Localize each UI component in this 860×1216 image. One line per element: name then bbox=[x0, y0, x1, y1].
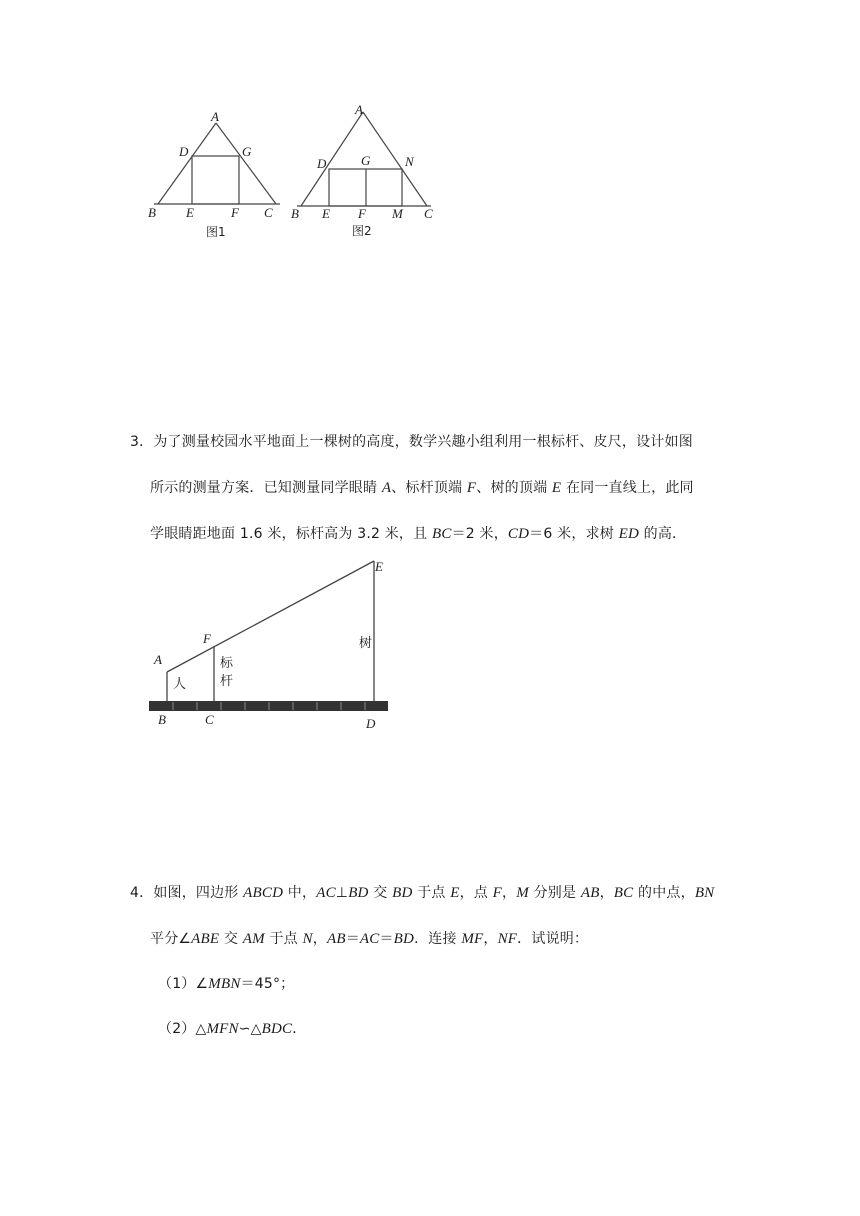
p3-text: 的高． bbox=[639, 526, 687, 542]
fig2-label-n: N bbox=[405, 154, 414, 169]
p3fig-pole-label-2: 杆 bbox=[220, 674, 234, 689]
p4-text: ， bbox=[599, 885, 614, 901]
p3fig-person-label: 人 bbox=[173, 677, 187, 692]
p4-text: 的中点， bbox=[633, 885, 695, 901]
p3fig-label-f: F bbox=[203, 631, 211, 646]
p4-text: ．试说明： bbox=[517, 931, 589, 947]
p3-text: ＝6 米，求树 bbox=[529, 526, 619, 542]
p4-var: MBN bbox=[208, 976, 241, 992]
p4-var: AC bbox=[316, 885, 336, 901]
p3-var-ed: ED bbox=[618, 526, 639, 542]
p4-text: 交 bbox=[219, 931, 243, 947]
fig1-caption: 图1 bbox=[206, 225, 226, 239]
p4-var: BDC bbox=[261, 1021, 293, 1037]
sight-line-afe bbox=[167, 561, 374, 672]
fig1-label-c: C bbox=[264, 205, 273, 220]
problem-3-line-3 bbox=[150, 524, 686, 544]
p4-var: MFN bbox=[206, 1021, 239, 1037]
fig1-square-defg bbox=[192, 156, 239, 204]
fig2-label-b: B bbox=[291, 206, 299, 221]
p3-text: 、标杆顶端 bbox=[391, 480, 467, 496]
p4-text: ∽△ bbox=[238, 1021, 262, 1037]
p4-var: BC bbox=[613, 885, 634, 901]
p4-var: ABE bbox=[191, 931, 220, 947]
p3-var-a: A bbox=[381, 480, 392, 496]
p4-text: ＝45°； bbox=[240, 976, 295, 992]
fig2-label-g: G bbox=[361, 153, 371, 168]
fig2-label-m: M bbox=[392, 206, 403, 221]
p4-var: E bbox=[450, 885, 460, 901]
fig1-label-e: E bbox=[186, 205, 194, 220]
p3fig-label-d: D bbox=[366, 716, 376, 731]
p4-var: MF bbox=[461, 931, 484, 947]
p4-text: ， bbox=[483, 931, 498, 947]
p3-text: 在同一直线上，此同 bbox=[561, 480, 694, 496]
p4-var: NF bbox=[497, 931, 518, 947]
fig2-side-ac bbox=[363, 112, 427, 206]
fig2-side-ab bbox=[301, 112, 363, 206]
p3-text: ＝2 米， bbox=[451, 526, 508, 542]
problem-4-question-1 bbox=[158, 974, 294, 994]
problem-4-line-2 bbox=[150, 929, 588, 949]
fig1-label-b: B bbox=[148, 205, 156, 220]
p4-text: 如图，四边形 bbox=[153, 885, 244, 901]
p4-text: （1）∠ bbox=[158, 976, 209, 992]
p4-var: AM bbox=[242, 931, 265, 947]
p4-text: 中， bbox=[283, 885, 317, 901]
fig2-label-e: E bbox=[322, 206, 330, 221]
p3-text: 、树的顶端 bbox=[476, 480, 552, 496]
problem-4-question-2 bbox=[158, 1019, 306, 1039]
p4-text: 分别是 bbox=[528, 885, 581, 901]
p4-var: AB bbox=[580, 885, 600, 901]
fig1-label-a: A bbox=[211, 109, 219, 124]
p4-var: AB bbox=[326, 931, 346, 947]
p4-text: ， bbox=[502, 885, 517, 901]
p3fig-label-e: E bbox=[375, 559, 383, 574]
p4-text: ， bbox=[312, 931, 327, 947]
p4-text: ，点 bbox=[459, 885, 493, 901]
p3fig-pole-label-1: 标 bbox=[220, 656, 234, 671]
p4-var: N bbox=[302, 931, 313, 947]
fig1-label-g: G bbox=[242, 144, 252, 159]
figure-2 bbox=[285, 98, 445, 243]
fig1-label-f: F bbox=[231, 205, 239, 220]
p4-text: 于点 bbox=[412, 885, 451, 901]
p4-text: ．连接 bbox=[414, 931, 462, 947]
fig2-label-a: A bbox=[355, 102, 363, 117]
problem-4-number: 4． bbox=[130, 885, 154, 901]
p4-var: M bbox=[516, 885, 529, 901]
p4-text: ＝ bbox=[379, 931, 394, 947]
p4-text: 于点 bbox=[264, 931, 303, 947]
p4-text: 平分∠ bbox=[150, 931, 192, 947]
problem-3-number: 3． bbox=[130, 434, 154, 450]
p4-var: BD bbox=[392, 885, 413, 901]
p4-var: AC bbox=[359, 931, 380, 947]
p4-text: （2）△ bbox=[158, 1021, 207, 1037]
problem-3-line-1 bbox=[130, 432, 693, 452]
p3-text: 所示的测量方案．已知测量同学眼睛 bbox=[150, 480, 382, 496]
p4-var: F bbox=[492, 885, 503, 901]
p3-text: 学眼睛距地面 1.6 米，标杆高为 3.2 米，且 bbox=[150, 526, 432, 542]
p3-var-f: F bbox=[466, 480, 477, 496]
p3fig-label-b: B bbox=[158, 712, 166, 727]
p4-text: ⊥ bbox=[335, 885, 349, 901]
p3-var-cd: CD bbox=[507, 526, 530, 542]
fig1-side-ac bbox=[216, 123, 276, 204]
p4-var: BD bbox=[393, 931, 415, 947]
p3-var-bc: BC bbox=[431, 526, 452, 542]
p3-var-e: E bbox=[551, 480, 562, 496]
fig2-caption: 图2 bbox=[352, 224, 372, 238]
problem-3-figure bbox=[145, 555, 395, 735]
p4-var: ABCD bbox=[243, 885, 284, 901]
p4-var: BN bbox=[694, 885, 715, 901]
fig2-label-c: C bbox=[424, 206, 433, 221]
p3fig-tree-label: 树 bbox=[359, 636, 373, 651]
p3fig-label-c: C bbox=[205, 712, 214, 727]
fig1-label-d: D bbox=[179, 144, 189, 159]
problem-3-text-1: 为了测量校园水平地面上一棵树的高度，数学兴趣小组利用一根标杆、皮尺，设计如图 bbox=[153, 434, 693, 450]
p4-text: 交 bbox=[368, 885, 393, 901]
fig2-label-d: D bbox=[317, 156, 327, 171]
p4-var: BD bbox=[348, 885, 369, 901]
problem-3-line-2 bbox=[150, 478, 694, 498]
p3fig-label-a: A bbox=[154, 652, 162, 667]
problem-4-line-1 bbox=[130, 883, 714, 903]
fig1-side-ab bbox=[158, 123, 216, 204]
p4-text: ． bbox=[292, 1021, 307, 1037]
fig2-label-f: F bbox=[358, 206, 366, 221]
p4-text: ＝ bbox=[345, 931, 360, 947]
figure-1 bbox=[140, 105, 290, 245]
